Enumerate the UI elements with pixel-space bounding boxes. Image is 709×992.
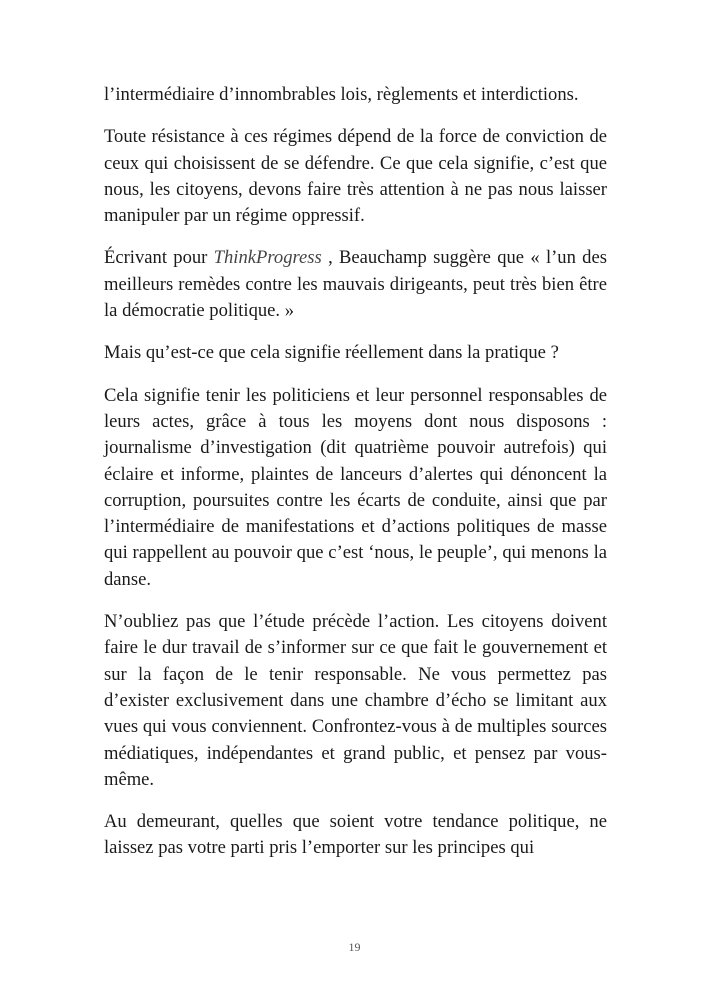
body-text <box>104 82 607 878</box>
paragraph-2: Toute résistance à ces régimes dépend de la force de conviction de ceux qui choisissent de se défendre. Ce que cela signifie, c’est que nous, les citoyens, devons faire très attention à ne pas nous laisser manipuler par un régime oppressif. <box>104 126 607 227</box>
paragraph-3 <box>104 245 607 324</box>
paragraph-6: N’oubliez pas que l’étude précède l’action. Les citoyens doivent faire le dur travail de s’informer sur ce que fait le gouvernement et sur la façon de le tenir responsable. Ne vous permettez pas d’exister exclusivement dans une chambre d’écho se limitant aux vues qui vous conviennent. Confrontez-vous à de multiples sources médiatiques, indépendantes et grand public, et pensez par vous-même. <box>104 611 607 790</box>
paragraph-1: l’intermédiaire d’innombrables lois, règlements et interdictions. <box>104 84 579 105</box>
publication-name: ThinkProgress <box>213 247 322 269</box>
paragraph-4: Mais qu’est-ce que cela signifie réellement dans la pratique ? <box>104 342 559 364</box>
paragraph-3-rest: , Beauchamp suggère que « l’un des meilleurs remèdes contre les mauvais dirigeants, peut très bien être la démocratie politique. » <box>104 247 607 322</box>
paragraph-7: Au demeurant, quelles que soient votre tendance politique, ne laissez pas votre parti pris l’emporter sur les principes qui <box>104 811 607 859</box>
paragraph-3-lead: Écrivant pour <box>104 247 214 269</box>
page-number: 19 <box>348 940 361 954</box>
paragraph-5: Cela signifie tenir les politiciens et leur personnel responsables de leurs actes, grâce à tous les moyens dont nous disposons : journalisme d’investigation (dit quatrième pouvoir autrefois) qui éclaire et informe, plaintes de lanceurs d’alertes qui dénoncent la corruption, poursuites contre les écarts de conduite, ainsi que par l’intermédiaire de manifestations et d’actions politiques de masse qui rappellent au pouvoir que c’est ‘nous, le peuple’, qui menons la danse. <box>104 384 607 590</box>
